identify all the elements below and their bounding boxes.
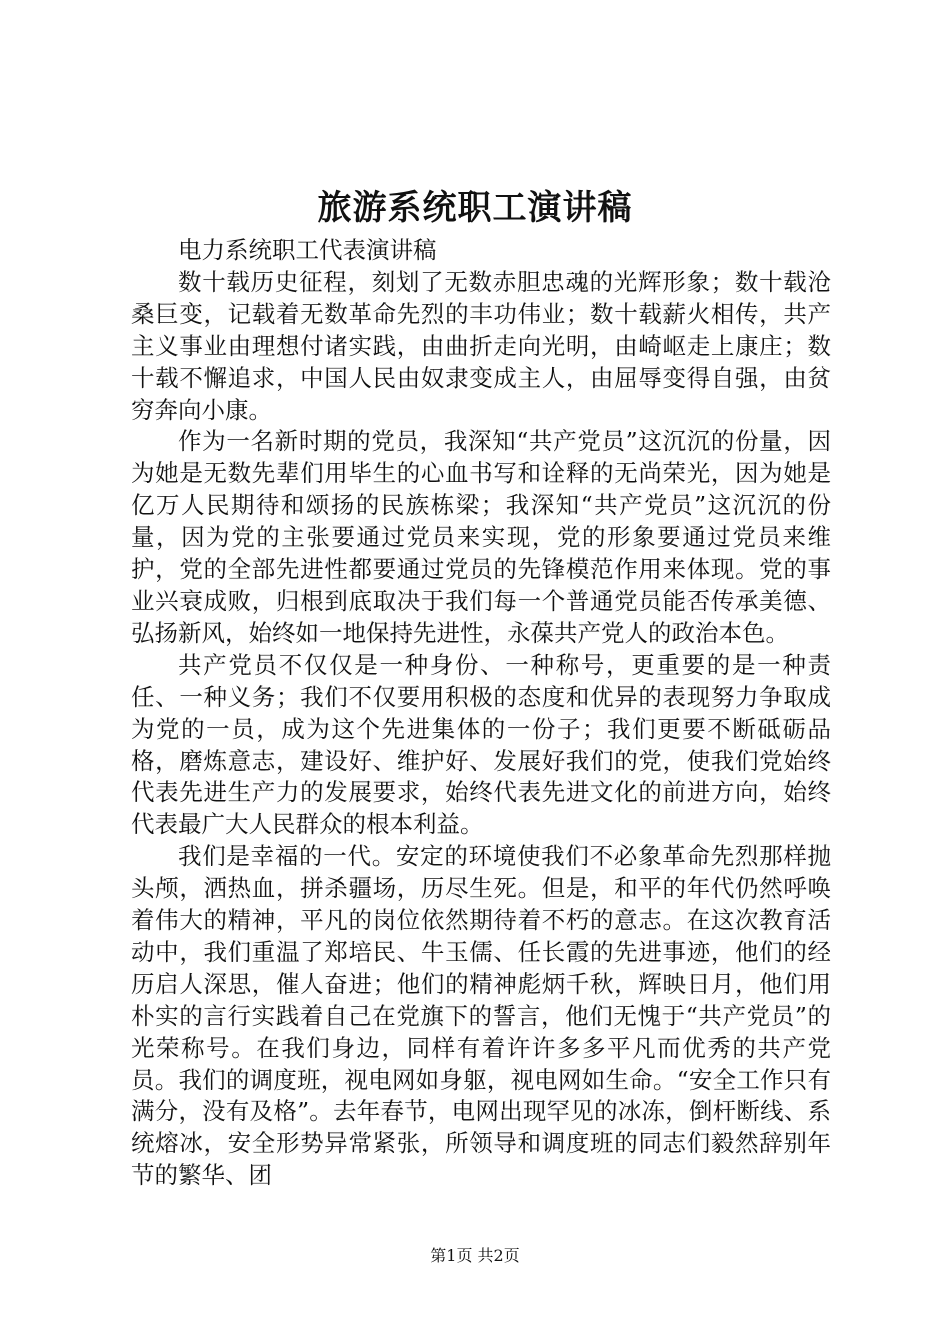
page-number-label: 第1页 共2页 xyxy=(430,1246,520,1265)
paragraph-2: 作为一名新时期的党员，我深知“共产党员”这沉沉的份量，因为她是无数先辈们用毕生的心血书写和诠释的无尚荣光，因为她是亿万人民期待和颂扬的民族栋梁；我深知“共产党员”这沉沉的份量，因为党的主张要通过党员来实现，党的形象要通过党员来维护，党的全部先进性都要通过党员的先锋模范作用来体现。党的事业兴衰成败，归根到底取决于我们每一个普通党员能否传承美德、弘扬新风，始终如一地保持先进性，永葆共产党人的政治本色。 xyxy=(131,427,831,647)
page-footer xyxy=(0,1244,950,1268)
document-title: 旅游系统职工演讲稿 xyxy=(317,188,633,228)
paragraph-1: 数十载历史征程，刻划了无数赤胆忠魂的光辉形象；数十载沧桑巨变，记载着无数革命先烈的丰功伟业；数十载薪火相传，共产主义事业由理想付诸实践，由曲折走向光明，由崎岖走上康庄；数十载不懈追求，中国人民由奴隶变成主人，由屈辱变得自强，由贫穷奔向小康。 xyxy=(131,267,831,424)
paragraph-4: 我们是幸福的一代。安定的环境使我们不必象革命先烈那样抛头颅，洒热血，拼杀疆场，历尽生死。但是，和平的年代仍然呼唤着伟大的精神，平凡的岗位依然期待着不朽的意志。在这次教育活动中，我们重温了郑培民、牛玉儒、任长霞的先进事迹，他们的经历启人深思，催人奋进；他们的精神彪炳千秋，辉映日月，他们用朴实的言行实践着自己在党旗下的誓言，他们无愧于“共产党员”的光荣称号。在我们身边，同样有着许许多多平凡而优秀的共产党员。我们的调度班，视电网如身躯，视电网如生命。“安全工作只有满分，没有及格”。去年春节，电网出现罕见的冰冻，倒杆断线、系统熔冰，安全形势异常紧张，所领导和调度班的同志们毅然辞别年节的繁华、团 xyxy=(131,842,831,1190)
paragraph-subtitle: 电力系统职工代表演讲稿 xyxy=(178,236,437,264)
document-body xyxy=(131,235,831,1192)
paragraph-3: 共产党员不仅仅是一种身份、一种称号，更重要的是一种责任、一种义务；我们不仅要用积极的态度和优异的表现努力争取成为党的一员，成为这个先进集体的一份子；我们更要不断砥砺品格，磨炼意志，建设好、维护好、发展好我们的党，使我们党始终代表先进生产力的发展要求，始终代表先进文化的前进方向，始终代表最广大人民群众的根本利益。 xyxy=(131,650,831,839)
